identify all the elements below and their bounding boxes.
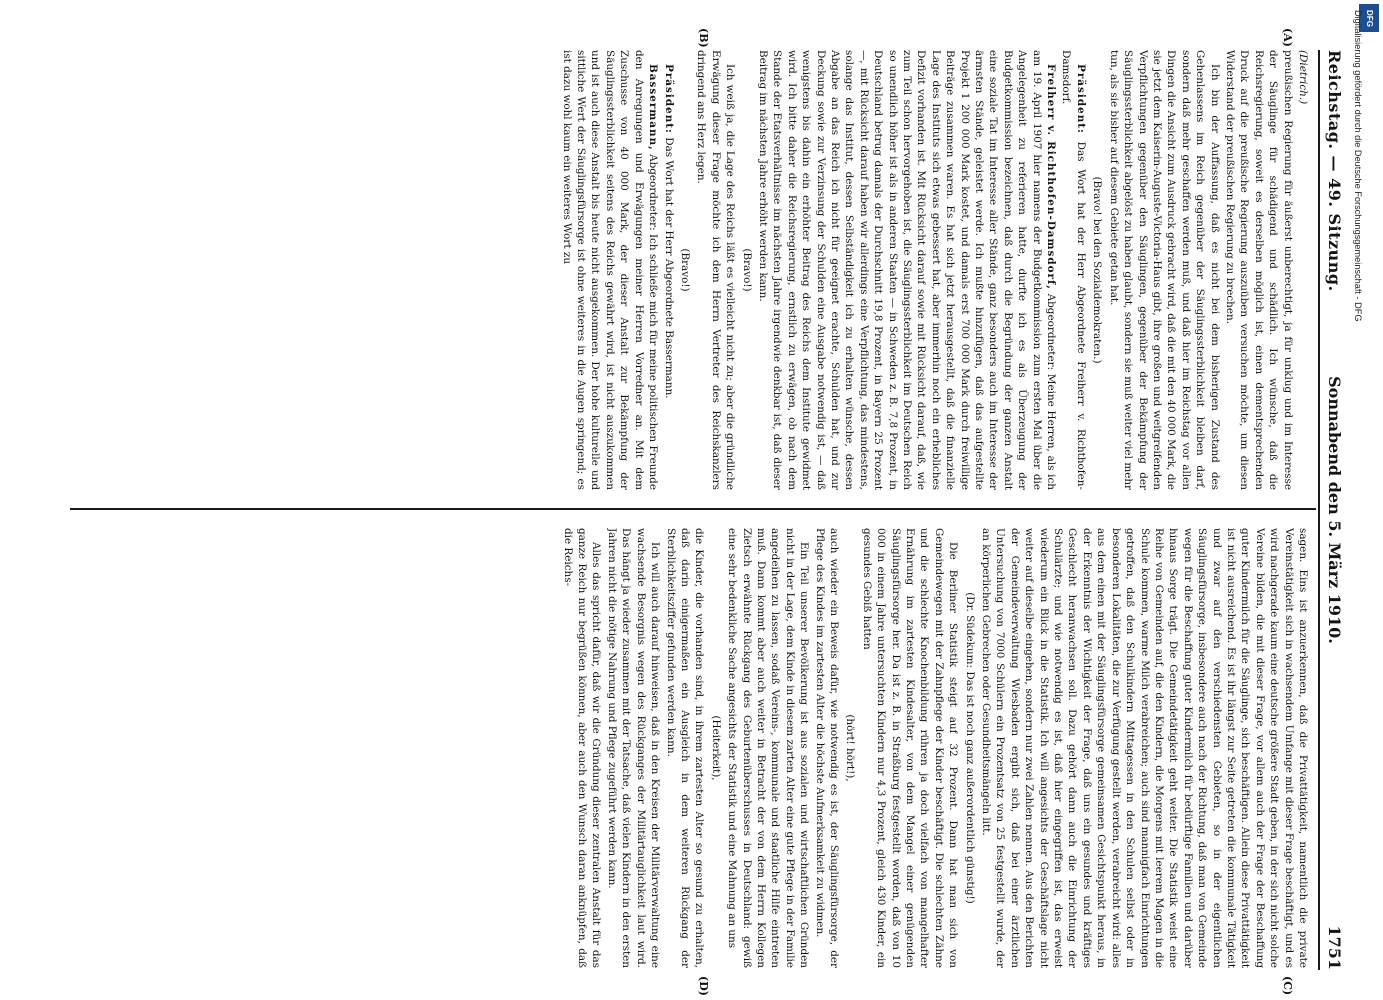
- paragraph: preußischen Regierung für äußerst unberechtigt, ja für unklug und im Interesse der Säuglinge für schädigend und schädlich. Ich wünsche, daß die Reichsregierung, soweit es derselben möglich ist, einen dementsprechenden Druck auf die preußische Regierung auszuüben versuchen möchte, um diesen Widerstand der preußischen Regierung zu brechen.: [1223, 50, 1294, 490]
- speaker-continuation: (Dietrich.): [1297, 50, 1309, 105]
- paragraph: [559, 50, 660, 490]
- interjection: (Dr. Südekum: Das ist noch ganz außerordentlich günstig!): [963, 592, 976, 904]
- applause: (Bravo!): [678, 248, 691, 292]
- paragraph: [756, 50, 1059, 490]
- paragraph: auch wieder ein Beweis dafür, wie notwendig es ist, der Säuglingsfürsorge, der Pflege des Kindes im zartesten Alter die höchste Aufmerksamkeit zu widmen.: [813, 528, 840, 968]
- margin-marker-a: (A): [1281, 28, 1294, 47]
- page-number: 1751: [1325, 925, 1344, 970]
- dfg-logo-text: DFG: [1364, 9, 1374, 27]
- paragraph: Die Berliner Statistik steigt auf 32 Prozent. Dann hat man sich von Gemeindewegen mit der Zahnpflege der Kinder beschäftigt. Die schlechten Zähne und die schlechte Knochenbildung rühren ja doch vielfach von mangelhafter Ernährung im zartesten Kindesalter, von dem Mangel einer genügenden Säuglingsfürsorge her. Da ist z. B. in Straßburg festgestellt worden, daß von 10 000 in einem Jahre untersuchten Kindern nur 4,3 Prozent, gleich 430 Kinder, ein gesundes Gebiß hatten: [860, 528, 960, 968]
- paragraph: Ich bin der Auffassung, daß es nicht bei dem bisherigen Zustand des Gehenlassens im Reich gegenüber der Säuglingssterblichkeit bleiben darf, sondern daß mehr geschaffen werden muß, und daß hier im Reichstag vor allen Dingen die Ansicht zum Ausdruck gebracht wird, daß die mit den 40 000 Mark, die sie jetzt dem Kaiserin-Auguste-Victoria-Haus gibt, ihre großen und weitgreifenden Verpflichtungen gegenüber den Säuglingen, gegenüber der Bekämpfung der Säuglingssterblichkeit abgelöst zu haben glaubt, sondern sie muß weiter viel mehr tun, als sie bisher auf diesem Gebiete getan hat.: [1107, 50, 1221, 490]
- interjection: (hört! hört!),: [844, 714, 857, 782]
- paragraph: Ich weiß ja, die Lage des Reichs läßt es vielleicht nicht zu; aber die gründliche Erwägung dieser Frage möchte ich dem Herrn Vertreter des Reichskanzlers dringend ans Herz legen.: [695, 50, 737, 490]
- column-separator: [70, 508, 1316, 510]
- margin-marker-d: (D): [697, 976, 710, 996]
- speaker-name: Präsident:: [662, 64, 675, 134]
- speech-text: Das Wort hat der Herr Abgeordnete Bassermann.: [662, 137, 675, 399]
- paragraph: Ich will auch darauf hinweisen, daß in den Kreisen der Militärverwaltung eine wachsende Besorgnis wegen des Rückganges der Militärtauglichkeit laut wird. Das hängt ja wieder zusammen mit der Tatsache, daß vielen Kindern in den ersten Jahren nicht die nötige Nahrung und Pflege zugeführt werden kann.: [605, 528, 662, 968]
- left-column: [70, 50, 1310, 490]
- speaker-name: Präsident:: [1074, 64, 1087, 134]
- paragraph: sagen. Eins ist anzuerkennen, daß die Privattätigkeit, namentlich die private Vereinstätigkeit sich in wachsendem Umfange mit dieser Frage beschäftigt, und es wird nachgerade kaum eine deutsche größere Stadt geben, in der sich nicht solche Vereine bilden, die mit dieser Frage, vor allem auch der Frage der Beschaffung guter Kindermilch für die Säuglinge, sich beschäftigen. Allein diese Privattätigkeit ist nicht ausreichend. Es ist ihr längst zur Seite getreten die kommunale Tätigkeit und zwar auf den verschiedensten Gebieten, so in der eigentlichen Säuglingsfürsorge, insbesondere auch nach der Richtung, daß man von Gemeinde wegen für die Beschaffung guter Kindermilch für bedürftige Familien und darüber hinaus Sorge trägt. Die Gemeindetätigkeit geht weiter. Die Statistik weist eine Reihe von Gemeinden auf, die den Kindern, die Morgens mit leerem Magen in die Schule kommen, warme Milch verabreichen; auch sind mannigfach Einrichtungen getroffen, daß den Schulkindern Mittagessen in den Schulen selbst oder in besonderen Lokalitäten, die zur Verfügung gestellt werden, verabreicht wird: alles aus dem einen mit der Säuglingsfürsorge gemeinsamen Gesichtspunkt heraus, in der Erkenntnis der Wichtigkeit der Frage, daß uns ein gesundes und kräftiges Geschlecht heranwachsen soll. Dazu gehört dann auch die Einrichtung der Schulärzte; und wie notwendig es ist, daß hier eingegriffen ist, das erweist wiederum ein Blick in die Statistik. Ich will angesichts der Geschäftslage nicht weiter auf dieselbe eingehen, sondern nur zwei Zahlen nennen. Aus den Berichten der Gemeindeverwaltung Wiesbaden ergibt sich, daß bei einer ärztlichen Untersuchung von 7000 Schülern ein Prozentsatz von 25 festgestellt wurde, der an körperlichen Gebrechen oder Gesundheitsmängeln litt.: [980, 528, 1309, 968]
- speech-text: Abgeordneter: Meine Herren, als ich am 19. April 1907 hier namens der Budgetkommission zum ersten Mal über die Angelegenheit zu referieren hatte, durfte ich es als Überzeugung der Budgetkommission bezeichnen, daß durch die Begründung der ganzen Anstalt eine soziale Tat im Interesse aller Stände, ganz besonders auch im Interesse der ärmsten Stände, geleistet werde. Ich mußte hinzufügen, daß das aufgestellte Projekt 1 200 000 Mark kostet, und damals erst 700 000 Mark durch freiwillige Beiträge zusammen waren. Es hat sich jetzt herausgestellt, daß die finanzielle Lage des Instituts sich etwas gebessert hat, aber immerhin noch ein erhebliches Defizit vorhanden ist. Mit Rücksicht darauf sowie mit Rücksicht darauf, daß, wie zum Teil schon hervorgehoben ist, die Säuglingssterblichkeit im Deutschen Reich so unendlich höher ist als in anderen Staaten — in Schweden z. B. 7,8 Prozent, in Deutschland betrug damals der Durchschnitt 19,8 Prozent, in Bayern 25 Prozent —, mit Rücksicht darauf haben wir allerdings eine Verpflichtung, das mindestens, solange das Institut, dessen Selbständigkeit ich zu erhalten wünsche, dessen Abgabe an das Reich ich nicht für geeignet erachte, Schulden hat, und zur Deckung sowie zur Verzinsung der Schulden eine Ausgabe notwendig ist, — daß wenigstens bis dahin ein erhöhter Beitrag des Reichs dem Institute gewidmet wird. Ich bitte daher die Reichsregierung, ernstlich zu erwägen, ob nach dem Stande der Etatsverhältnisse im nächsten Jahre irgendwie denkbar ist, daß dieser Beitrag im nächsten Jahre erhöht werden kann.: [756, 50, 1058, 490]
- digitization-credit: Digitalisierung gefördert durch die Deutsche Forschungsgemeinschaft - DFG: [1353, 10, 1363, 322]
- paragraph: [1059, 50, 1088, 490]
- header-session: Reichstag. — 49. Sitzung.: [1325, 50, 1344, 292]
- paragraph: Ein Teil unserer Bevölkerung ist aus sozialen und wirtschaftlichen Gründen nicht in der Lage, dem Kinde in diesem zarten Alter eine gute Pflege in der Familie angedeihen zu lassen, sodaß Vereins-, kommunale und staatliche Hilfe eintreten muß. Dann kommt aber auch weiter in Betracht der von dem Herrn Kollegen Zietsch erwähnte Rückgang des Geburtenüberschusses in Deutschland: gewiß eine sehr bedenkliche Sache angesichts der Statistik und eine Mahnung an uns: [726, 528, 811, 968]
- applause: (Bravo! bei den Sozialdemokraten.): [1091, 176, 1104, 364]
- speaker-name: Bassermann,: [647, 64, 660, 151]
- speaker-name: Freiherr v. Richthofen-Damsdorf,: [1045, 64, 1058, 290]
- paragraph: Alles das spricht dafür, daß wir die Gründung dieser zentralen Anstalt für das ganze Reich nur begrüßen können, aber auch den Wunsch daran anknüpfen, daß die Reichs-: [561, 528, 603, 968]
- header-rule: [1318, 50, 1320, 970]
- paragraph: die Kinder, die vorhanden sind, in ihrem zartesten Alter so gesund zu erhalten, daß darin einigermaßen ein Ausgleich in dem weiteren Rückgang der Sterblichkeitsziffer gefunden werden kann.: [664, 528, 706, 968]
- right-column: [70, 528, 1310, 968]
- margin-marker-c: (C): [1281, 976, 1294, 996]
- paragraph: [661, 50, 675, 490]
- rotated-page: [60, 28, 1350, 996]
- speech-text: Das Wort hat der Herr Abgeordnete Freiherr v. Richthofen-Damsdorf.: [1060, 50, 1087, 490]
- margin-marker-b: (B): [697, 28, 710, 48]
- applause: (Bravo!): [740, 248, 753, 292]
- header-date: Sonnabend den 5. März 1910.: [1325, 376, 1344, 644]
- page-header: [1306, 50, 1350, 970]
- interjection: (Heiterkeit),: [709, 715, 722, 781]
- speech-text: Abgeordneter: Ich schließe mich für meine politischen Freunde den Anregungen und Erwägungen meiner Herren Vorredner an. Mit dem Zuschusse von 40 000 Mark, der dieser Anstalt zur Bekämpfung der Säuglingssterblichkeit seitens des Reichs gewährt wird, ist nicht auszukommen und ist auch diese Anstalt bis heute nicht ausgekommen. Der hohe kulturelle und sittliche Wert der Säuglingsfürsorge ist ohne weiteres in die Augen springend; es ist dazu wohl kaum ein weiteres Wort zu: [560, 50, 660, 490]
